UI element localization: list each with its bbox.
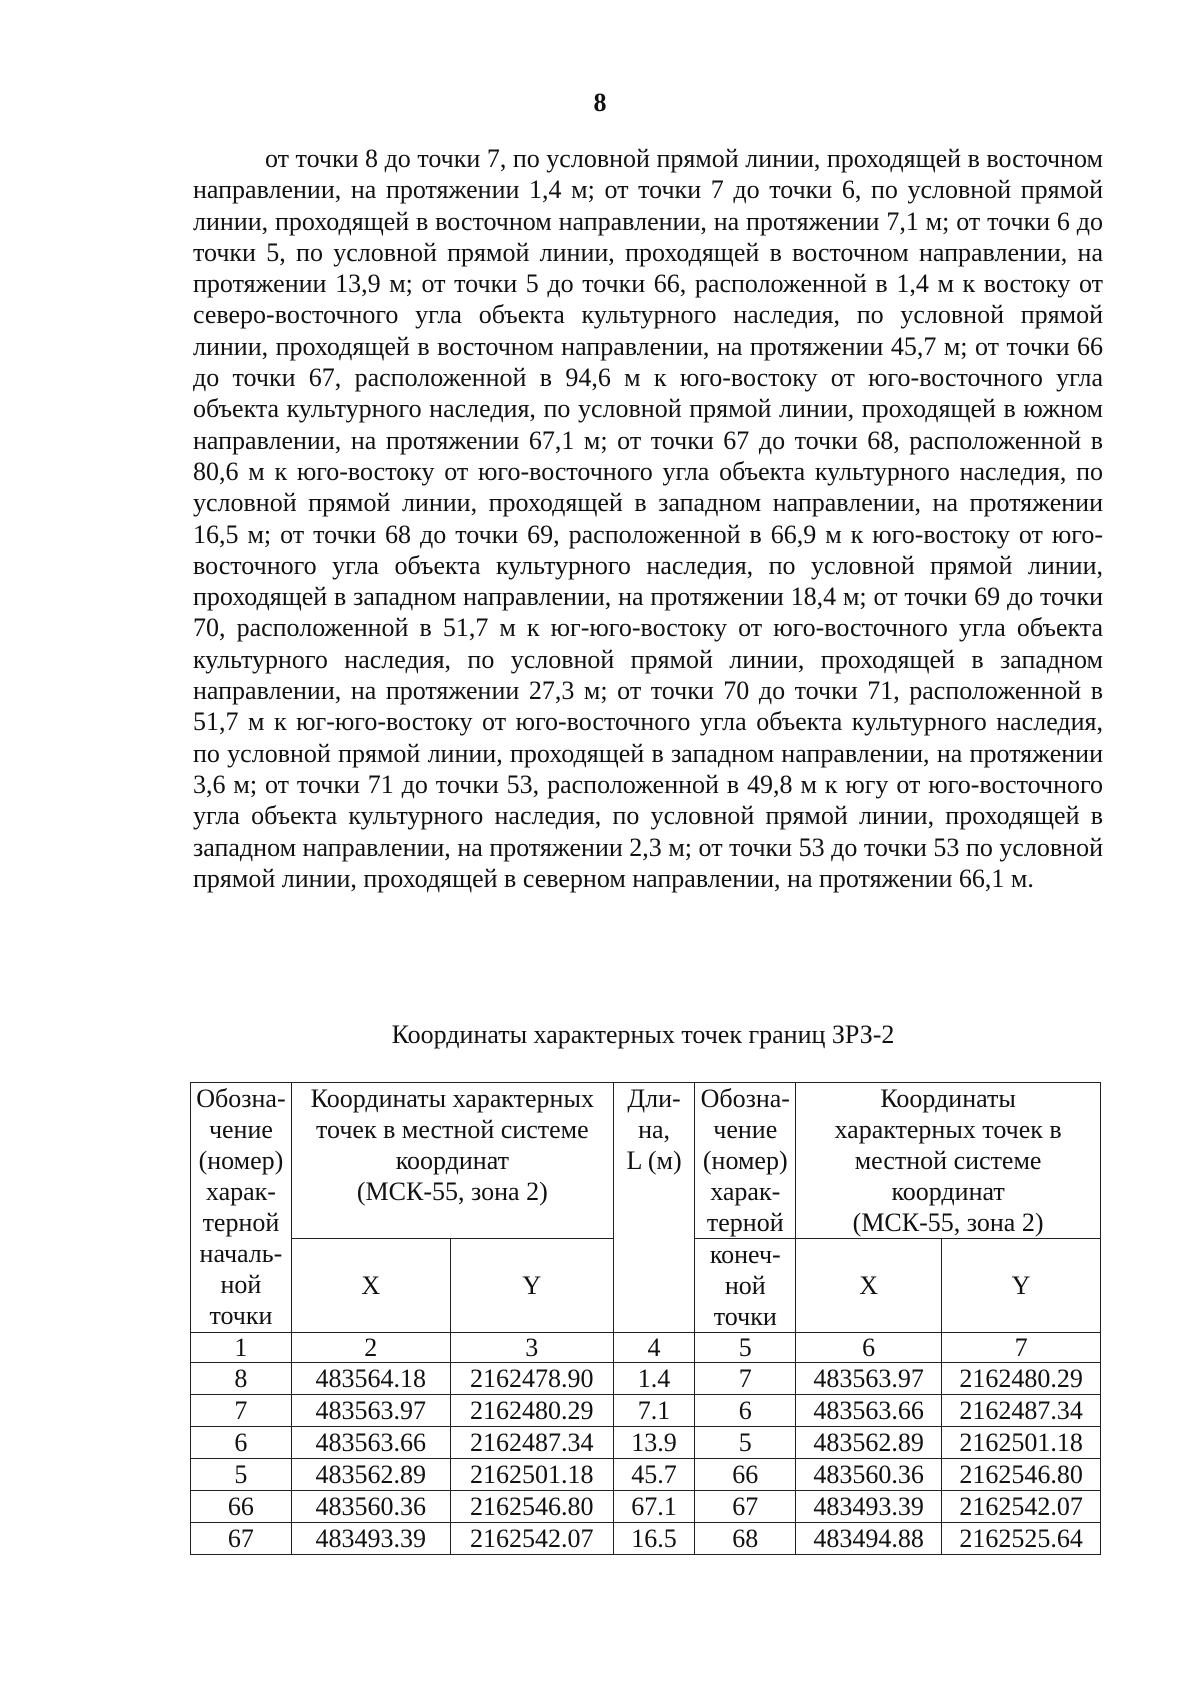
boundary-description-paragraph: от точки 8 до точки 7, по условной прямой линии, проходящей в восточном направлении, на протяжении 1,4 м; от точки 7 до точки 6, по условной прямой линии, проходящей в восточном направлении, на протяжении 7,1 м; от точки 6 до точки 5, по условной прямой линии, проходящей в восточном направлении, на протяжении 13,9 м; от точки 5 до точки 66, расположенной в 1,4 м к востоку от северо-восточного угла объекта культурного наследия, по условной прямой линии, проходящей в восточном направлении, на протяжении 45,7 м; от точки 66 до точки 67, расположенной в 94,6 м к юго-востоку от юго-восточного угла объекта культурного наследия, по условной прямой линии, проходящей в южном направлении, на протяжении 67,1 м; от точки 67 до точки 68, расположенной в 80,6 м к юго-востоку от юго-восточного угла объекта культурного наследия, по условной прямой линии, проходящей в западном направлении, на протяжении 16,5 м; от точки 68 до точки 69, расположенной в 66,9 м к юго-востоку от юго-восточного угла объекта культурного наследия, по условной прямой линии, проходящей в западном направлении, на протяжении 18,4 м; от точки 69 до точки 70, расположенной в 51,7 м к юг-юго-востоку от юго-восточного угла объекта культурного наследия, по условной прямой линии, проходящей в западном направлении, на протяжении 27,3 м; от точки 70 до точки 71, расположенной в 51,7 м к юг-юго-востоку от юго-восточного угла объекта культурного наследия, по условной прямой линии, проходящей в западном направлении, на протяжении 3,6 м; от точки 71 до точки 53, расположенной в 49,8 м к югу от юго-восточного угла объекта культурного наследия, по условной прямой линии, проходящей в западном направлении, на протяжении 2,3 м; от точки 53 до точки 53 по условной прямой линии, проходящей в северном направлении, на протяжении 66,1 м. — [193, 144, 1103, 893]
column-number: 1 — [191, 1333, 292, 1363]
header-x-start: X — [291, 1239, 450, 1333]
table-cell: 483563.97 — [291, 1395, 450, 1427]
header-line: терной — [706, 1208, 784, 1237]
table-cell: 2162501.18 — [942, 1427, 1101, 1459]
table-header-row — [191, 1083, 1101, 1239]
table-cell: 7.1 — [613, 1395, 695, 1427]
header-x-end: X — [796, 1239, 942, 1333]
table-cell: 483562.89 — [796, 1427, 942, 1459]
column-number: 6 — [796, 1333, 942, 1363]
table-cell: 483563.97 — [796, 1363, 942, 1395]
header-line: точки — [209, 1301, 273, 1330]
coordinates-table — [190, 1082, 1101, 1555]
table-row — [191, 1427, 1101, 1459]
table-cell: 7 — [191, 1395, 292, 1427]
table-caption: Координаты характерных точек границ ЗРЗ-2 — [391, 1020, 895, 1049]
header-line: характерных точек в — [834, 1115, 1062, 1144]
header-line: (МСК-55, зона 2) — [852, 1208, 1044, 1237]
header-y-start: Y — [450, 1239, 613, 1333]
header-line: координат — [395, 1146, 509, 1175]
table-cell: 45.7 — [613, 1459, 695, 1491]
header-line: харак- — [710, 1177, 781, 1206]
header-line: терной — [202, 1208, 280, 1237]
column-number: 2 — [291, 1333, 450, 1363]
table-cell: 2162542.07 — [450, 1523, 613, 1555]
header-length — [613, 1083, 695, 1333]
header-line: на, — [638, 1115, 671, 1144]
header-line: L (м) — [626, 1146, 682, 1175]
table-cell: 6 — [191, 1427, 292, 1459]
column-number: 5 — [695, 1333, 796, 1363]
header-line: конеч- — [709, 1240, 781, 1269]
header-line: началь- — [199, 1239, 283, 1268]
header-line: Обозна- — [196, 1084, 286, 1113]
table-row — [191, 1491, 1101, 1523]
table-cell: 483560.36 — [291, 1491, 450, 1523]
table-cell: 6 — [695, 1395, 796, 1427]
header-coords-start — [291, 1083, 613, 1239]
header-line: точки — [713, 1302, 777, 1331]
header-end-point-top — [695, 1083, 796, 1239]
table-cell: 2162487.34 — [450, 1427, 613, 1459]
table-cell: 66 — [191, 1491, 292, 1523]
table-cell: 2162546.80 — [450, 1491, 613, 1523]
header-coords-end — [796, 1083, 1101, 1239]
header-line: Обозна- — [700, 1084, 790, 1113]
table-cell: 67.1 — [613, 1491, 695, 1523]
table-cell: 66 — [695, 1459, 796, 1491]
header-line: (номер) — [702, 1146, 788, 1175]
table-cell: 2162546.80 — [942, 1459, 1101, 1491]
table-cell: 2162478.90 — [450, 1363, 613, 1395]
table-cell: 16.5 — [613, 1523, 695, 1555]
header-line: харак- — [205, 1177, 276, 1206]
table-cell: 8 — [191, 1363, 292, 1395]
header-line: (МСК-55, зона 2) — [356, 1177, 548, 1206]
table-cell: 483563.66 — [291, 1427, 450, 1459]
header-line: местной системе — [854, 1146, 1042, 1175]
header-line: чение — [713, 1115, 778, 1144]
table-row — [191, 1395, 1101, 1427]
table-cell: 2162542.07 — [942, 1491, 1101, 1523]
column-number: 7 — [942, 1333, 1101, 1363]
header-start-point — [191, 1083, 292, 1333]
table-cell: 2162487.34 — [942, 1395, 1101, 1427]
table-cell: 5 — [695, 1427, 796, 1459]
table-cell: 67 — [695, 1491, 796, 1523]
table-cell: 7 — [695, 1363, 796, 1395]
header-line: Координаты — [880, 1084, 1016, 1113]
table-cell: 67 — [191, 1523, 292, 1555]
column-number: 3 — [450, 1333, 613, 1363]
header-line: точек в местной системе — [316, 1115, 589, 1144]
table-cell: 483493.39 — [796, 1491, 942, 1523]
table-row — [191, 1363, 1101, 1395]
header-line: ной — [724, 1271, 766, 1300]
table-cell: 483562.89 — [291, 1459, 450, 1491]
header-line: Координаты характерных — [310, 1084, 594, 1113]
table-cell: 483494.88 — [796, 1523, 942, 1555]
table-cell: 483563.66 — [796, 1395, 942, 1427]
table-cell: 2162501.18 — [450, 1459, 613, 1491]
page-number: 8 — [593, 88, 607, 117]
table-cell: 483560.36 — [796, 1459, 942, 1491]
header-line: ной — [220, 1270, 262, 1299]
column-numbers-row — [191, 1333, 1101, 1363]
header-y-end: Y — [942, 1239, 1101, 1333]
table-cell: 2162480.29 — [450, 1395, 613, 1427]
table-cell: 2162480.29 — [942, 1363, 1101, 1395]
header-end-point-bottom — [695, 1239, 796, 1333]
header-line: Дли- — [627, 1084, 681, 1113]
table-row — [191, 1523, 1101, 1555]
table-cell: 68 — [695, 1523, 796, 1555]
table-cell: 2162525.64 — [942, 1523, 1101, 1555]
table-cell: 13.9 — [613, 1427, 695, 1459]
table-cell: 1.4 — [613, 1363, 695, 1395]
header-line: (номер) — [198, 1146, 284, 1175]
table-row — [191, 1459, 1101, 1491]
table-cell: 483493.39 — [291, 1523, 450, 1555]
table-cell: 5 — [191, 1459, 292, 1491]
header-line: чение — [208, 1115, 273, 1144]
column-number: 4 — [613, 1333, 695, 1363]
header-line: координат — [891, 1177, 1005, 1206]
table-cell: 483564.18 — [291, 1363, 450, 1395]
